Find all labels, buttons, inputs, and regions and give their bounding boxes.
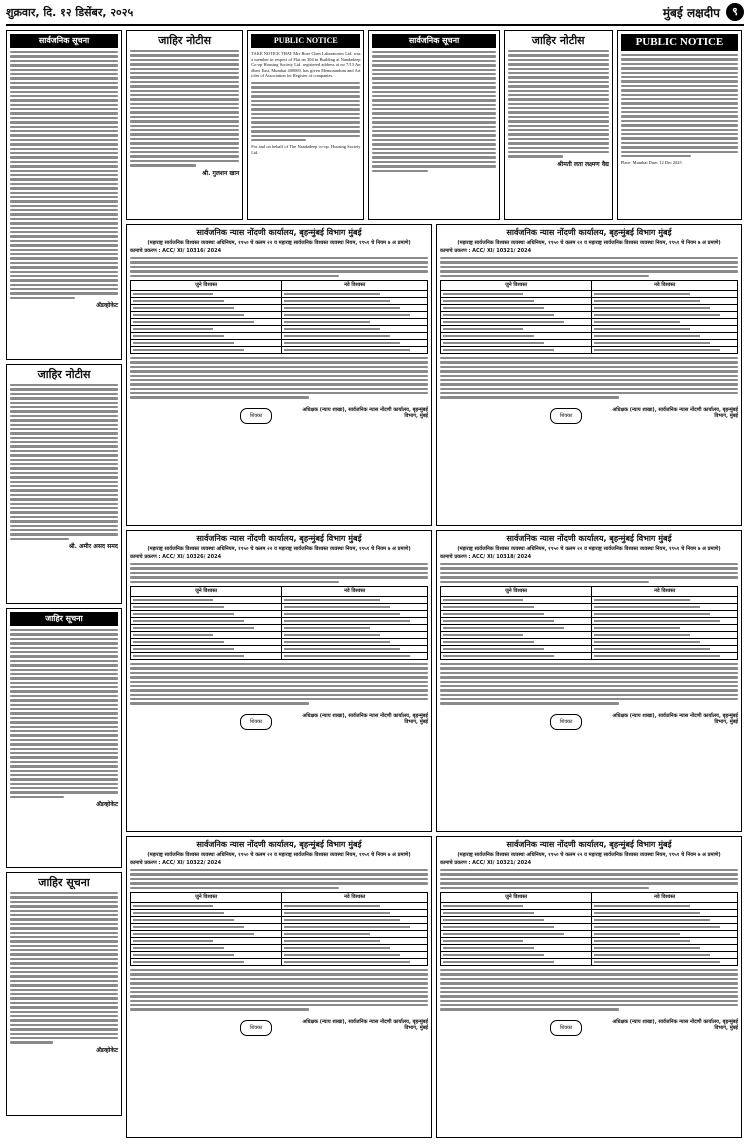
notice-jahir-5 — [126, 30, 243, 220]
trust-sub-heading: (महाराष्ट्र सार्वजनिक विश्वस्त व्यवस्था अधिनियम, १९५० चे कलम २२ व महाराष्ट्र सार्वजनिक विश्वस्त व्यवस्था नियम, १९५१ चे नियम ७ अ प्रमाणे) — [147, 546, 411, 552]
col-old-trustees: जुने विश्वस्त — [441, 280, 592, 290]
trustee-cell — [282, 624, 428, 631]
trustee-cell — [131, 638, 282, 645]
trustee-cell — [131, 617, 282, 624]
trustee-cell — [282, 958, 428, 965]
trustee-cell — [282, 290, 428, 297]
trustee-cell — [441, 304, 592, 311]
trust-sub-heading: (महाराष्ट्र सार्वजनिक विश्वस्त व्यवस्था अधिनियम, १९५० चे कलम २२ व महाराष्ट्र सार्वजनिक विश्वस्त व्यवस्था नियम, १९५१ चे नियम ७ अ प्रमाणे) — [457, 852, 721, 858]
trustee-table — [440, 892, 738, 966]
trustee-cell — [282, 930, 428, 937]
notice-body-continued — [251, 82, 360, 141]
trustee-cell — [592, 346, 738, 353]
notice-body — [130, 50, 239, 167]
trustee-cell — [441, 610, 592, 617]
trustee-cell — [131, 346, 282, 353]
trustee-cell — [592, 297, 738, 304]
notice-signature: श्रीमती लता लक्ष्मण वैद्य — [557, 160, 609, 168]
trust-body — [130, 357, 428, 399]
case-number: कामाचे प्रकरण : ACC/ XI/ 10318/ 2024 — [440, 554, 532, 560]
col-new-trustees: नवे विश्वस्त — [592, 892, 738, 902]
trustee-cell — [441, 596, 592, 603]
notice-body — [10, 384, 118, 540]
trustee-cell — [131, 645, 282, 652]
trustee-cell — [441, 902, 592, 909]
trustee-cell — [282, 311, 428, 318]
masthead — [6, 0, 744, 26]
trust-body — [440, 357, 738, 399]
trust-intro — [130, 563, 428, 583]
trustee-cell — [592, 645, 738, 652]
trustee-cell — [592, 339, 738, 346]
trustee-cell — [441, 944, 592, 951]
trustee-cell — [441, 332, 592, 339]
trustee-cell — [131, 958, 282, 965]
trust-notice — [126, 836, 432, 1138]
seal-mark: शिक्का — [240, 714, 272, 730]
trustee-cell — [131, 652, 282, 659]
trustee-cell — [441, 603, 592, 610]
trust-signature: अधिक्षक (न्याय शाखा), सार्वजनिक न्यास नोंदणी कार्यालय, बृहन्मुंबई विभाग, मुंबई — [612, 1018, 738, 1031]
col-new-trustees: नवे विश्वस्त — [282, 280, 428, 290]
trustee-cell — [282, 297, 428, 304]
public-notice-en-1 — [247, 30, 364, 220]
trust-office-heading: सार्वजनिक न्यास नोंदणी कार्यालय, बृहन्मुंबई विभाग मुंबई — [506, 840, 672, 849]
case-number: कामाचे प्रकरण : ACC/ XI/ 10322/ 2024 — [130, 860, 222, 866]
col-new-trustees: नवे विश्वस्त — [592, 586, 738, 596]
notice-body — [621, 54, 738, 157]
trust-body — [130, 969, 428, 1011]
trustee-cell — [441, 346, 592, 353]
trustee-cell — [131, 304, 282, 311]
notice-sarvajanik-6 — [368, 30, 499, 220]
trust-intro — [440, 563, 738, 583]
trustee-cell — [282, 916, 428, 923]
trustee-cell — [282, 318, 428, 325]
trustee-cell — [592, 930, 738, 937]
col-old-trustees: जुने विश्वस्त — [131, 892, 282, 902]
trustee-table — [130, 586, 428, 660]
trustee-cell — [441, 311, 592, 318]
trustee-cell — [282, 638, 428, 645]
trustee-cell — [441, 290, 592, 297]
trustee-cell — [131, 339, 282, 346]
trustee-cell — [441, 325, 592, 332]
trustee-cell — [592, 596, 738, 603]
notice-jahir-2 — [6, 364, 122, 604]
trust-signature: अधिक्षक (न्याय शाखा), सार्वजनिक न्यास नोंदणी कार्यालय, बृहन्मुंबई विभाग, मुंबई — [302, 712, 428, 725]
trustee-cell — [282, 652, 428, 659]
trustee-cell — [282, 937, 428, 944]
trustee-cell — [282, 346, 428, 353]
trustee-cell — [131, 631, 282, 638]
trustee-cell — [131, 297, 282, 304]
col-old-trustees: जुने विश्वस्त — [441, 892, 592, 902]
trustee-cell — [131, 290, 282, 297]
trustee-cell — [441, 951, 592, 958]
trustee-cell — [131, 902, 282, 909]
trustee-cell — [592, 624, 738, 631]
trustee-cell — [282, 909, 428, 916]
notice-heading: जाहिर सूचना — [10, 612, 118, 626]
trustee-cell — [282, 332, 428, 339]
trustee-cell — [592, 332, 738, 339]
trustee-table — [440, 280, 738, 354]
trust-body — [440, 663, 738, 705]
notice-signature: श्री. अमीर असद समद — [68, 543, 118, 551]
trust-office-heading: सार्वजनिक न्यास नोंदणी कार्यालय, बृहन्मुंबई विभाग मुंबई — [196, 534, 362, 543]
trustee-cell — [131, 951, 282, 958]
col-new-trustees: नवे विश्वस्त — [592, 280, 738, 290]
seal-mark: शिक्का — [240, 408, 272, 424]
notice-heading: PUBLIC NOTICE — [621, 34, 738, 51]
trustee-table — [130, 280, 428, 354]
trustee-cell — [441, 958, 592, 965]
trustee-cell — [131, 603, 282, 610]
trustee-cell — [592, 631, 738, 638]
trustee-cell — [441, 645, 592, 652]
trust-notice — [436, 530, 742, 832]
page-number: ९ — [726, 3, 744, 21]
trust-office-heading: सार्वजनिक न्यास नोंदणी कार्यालय, बृहन्मुंबई विभाग मुंबई — [196, 840, 362, 849]
trustee-cell — [282, 617, 428, 624]
trust-sub-heading: (महाराष्ट्र सार्वजनिक विश्वस्त व्यवस्था अधिनियम, १९५० चे कलम २२ व महाराष्ट्र सार्वजनिक विश्वस्त व्यवस्था नियम, १९५१ चे नियम ७ अ प्रमाणे) — [457, 240, 721, 246]
trust-notice — [126, 530, 432, 832]
col-old-trustees: जुने विश्वस्त — [131, 586, 282, 596]
trustee-cell — [592, 638, 738, 645]
notice-heading: सार्वजनिक सूचना — [372, 34, 495, 48]
trust-notices — [126, 224, 742, 1138]
trustee-cell — [131, 624, 282, 631]
paper-name: मुंबई लक्षदीप — [662, 5, 720, 20]
notice-signature: श्री. गुलशन खान — [202, 169, 240, 177]
trustee-cell — [441, 624, 592, 631]
seal-mark: शिक्का — [550, 408, 582, 424]
notice-heading: सार्वजनिक सूचना — [10, 34, 118, 48]
trustee-table — [440, 586, 738, 660]
notice-heading: जाहिर नोटीस — [37, 368, 91, 381]
trustee-cell — [441, 318, 592, 325]
trustee-cell — [592, 610, 738, 617]
trust-notice — [126, 224, 432, 526]
issue-date: शुक्रवार, दि. १२ डिसेंबर, २०२५ — [6, 5, 134, 19]
trust-sub-heading: (महाराष्ट्र सार्वजनिक विश्वस्त व्यवस्था अधिनियम, १९५० चे कलम २२ व महाराष्ट्र सार्वजनिक विश्वस्त व्यवस्था नियम, १९५१ चे नियम ७ अ प्रमाणे) — [147, 852, 411, 858]
paper-name-block — [663, 3, 744, 21]
trustee-cell — [131, 909, 282, 916]
notice-jahir-suchna-3 — [6, 608, 122, 868]
col-new-trustees: नवे विश्वस्त — [282, 586, 428, 596]
trustee-cell — [282, 944, 428, 951]
trustee-cell — [131, 930, 282, 937]
trustee-cell — [131, 596, 282, 603]
notice-heading: PUBLIC NOTICE — [251, 34, 360, 48]
trustee-cell — [282, 339, 428, 346]
notice-heading: जाहिर नोटीस — [531, 34, 585, 47]
trustee-cell — [131, 937, 282, 944]
seal-mark: शिक्का — [550, 1020, 582, 1036]
trustee-cell — [282, 902, 428, 909]
trustee-cell — [441, 930, 592, 937]
trustee-cell — [441, 909, 592, 916]
trustee-cell — [592, 652, 738, 659]
trust-office-heading: सार्वजनिक न्यास नोंदणी कार्यालय, बृहन्मुंबई विभाग मुंबई — [196, 228, 362, 237]
notice-body — [372, 51, 495, 172]
trustee-cell — [282, 631, 428, 638]
notice-body: TAKE NOTICE THAT Mrs Rose Chen Laboratories Ltd. was a member in respect of Flat no 304 in Building at Nandadeep Co-op Housing Society Ltd. registered address at no 7/13 Andheri East, Mumbai 400069, has given Memorandum and Articles of Association for Register of companies. — [251, 51, 361, 79]
trustee-cell — [131, 916, 282, 923]
trustee-cell — [282, 596, 428, 603]
seal-mark: शिक्का — [240, 1020, 272, 1036]
notice-heading: जाहिर सूचना — [38, 876, 90, 889]
trustee-cell — [131, 923, 282, 930]
trust-notice — [436, 224, 742, 526]
trustee-cell — [131, 944, 282, 951]
trustee-cell — [592, 304, 738, 311]
trust-office-heading: सार्वजनिक न्यास नोंदणी कार्यालय, बृहन्मुंबई विभाग मुंबई — [506, 534, 672, 543]
trust-intro — [130, 869, 428, 889]
trust-signature: अधिक्षक (न्याय शाखा), सार्वजनिक न्यास नोंदणी कार्यालय, बृहन्मुंबई विभाग, मुंबई — [302, 406, 428, 419]
trustee-cell — [441, 631, 592, 638]
trustee-cell — [592, 617, 738, 624]
trust-sub-heading: (महाराष्ट्र सार्वजनिक विश्वस्त व्यवस्था अधिनियम, १९५० चे कलम २२ व महाराष्ट्र सार्वजनिक विश्वस्त व्यवस्था नियम, १९५१ चे नियम ७ अ प्रमाणे) — [147, 240, 411, 246]
trustee-cell — [131, 318, 282, 325]
notice-body — [10, 51, 118, 299]
notice-jahir-suchna-4 — [6, 872, 122, 1116]
trustee-cell — [131, 325, 282, 332]
notice-heading: जाहिर नोटीस — [158, 34, 212, 47]
col-old-trustees: जुने विश्वस्त — [441, 586, 592, 596]
trustee-cell — [592, 325, 738, 332]
notice-body — [10, 892, 118, 1044]
notice-jahir-7 — [504, 30, 613, 220]
trustee-cell — [282, 645, 428, 652]
trust-signature: अधिक्षक (न्याय शाखा), सार्वजनिक न्यास नोंदणी कार्यालय, बृहन्मुंबई विभाग, मुंबई — [612, 406, 738, 419]
trustee-cell — [282, 951, 428, 958]
trustee-table — [130, 892, 428, 966]
notice-signature: अ‍ॅडव्होकेट — [96, 801, 118, 809]
trustee-cell — [592, 311, 738, 318]
trustee-cell — [131, 311, 282, 318]
trustee-cell — [441, 652, 592, 659]
trust-intro — [440, 257, 738, 277]
trust-intro — [130, 257, 428, 277]
trustee-cell — [592, 916, 738, 923]
trust-notice — [436, 836, 742, 1138]
trust-signature: अधिक्षक (न्याय शाखा), सार्वजनिक न्यास नोंदणी कार्यालय, बृहन्मुंबई विभाग, मुंबई — [612, 712, 738, 725]
case-number: कामाचे प्रकरण : ACC/ XI/ 10321/ 2024 — [440, 860, 532, 866]
trustee-cell — [592, 937, 738, 944]
notice-sarvajanik-1 — [6, 30, 122, 360]
col-new-trustees: नवे विश्वस्त — [282, 892, 428, 902]
trustee-cell — [441, 617, 592, 624]
trustee-cell — [441, 638, 592, 645]
public-notice-en-2 — [617, 30, 742, 220]
trustee-cell — [592, 290, 738, 297]
trust-signature: अधिक्षक (न्याय शाखा), सार्वजनिक न्यास नोंदणी कार्यालय, बृहन्मुंबई विभाग, मुंबई — [302, 1018, 428, 1031]
notice-body — [10, 629, 118, 798]
seal-mark: शिक्का — [550, 714, 582, 730]
trustee-cell — [131, 332, 282, 339]
trustee-cell — [592, 909, 738, 916]
trust-body — [130, 663, 428, 705]
notice-signature: अ‍ॅडव्होकेट — [96, 302, 118, 310]
case-number: कामाचे प्रकरण : ACC/ XI/ 10326/ 2024 — [130, 554, 222, 560]
trustee-cell — [441, 297, 592, 304]
trustee-cell — [592, 951, 738, 958]
trustee-cell — [441, 923, 592, 930]
notice-body — [508, 50, 609, 158]
col-old-trustees: जुने विश्वस्त — [131, 280, 282, 290]
trustee-cell — [592, 944, 738, 951]
trustee-cell — [592, 318, 738, 325]
notice-signature: अ‍ॅडव्होकेट — [96, 1046, 118, 1054]
case-number: कामाचे प्रकरण : ACC/ XI/ 10316/ 2024 — [130, 248, 222, 254]
trustee-cell — [441, 916, 592, 923]
trust-office-heading: सार्वजनिक न्यास नोंदणी कार्यालय, बृहन्मुंबई विभाग मुंबई — [506, 228, 672, 237]
trustee-cell — [592, 923, 738, 930]
trust-sub-heading: (महाराष्ट्र सार्वजनिक विश्वस्त व्यवस्था अधिनियम, १९५० चे कलम २२ व महाराष्ट्र सार्वजनिक विश्वस्त व्यवस्था नियम, १९५१ चे नियम ७ अ प्रमाणे) — [457, 546, 721, 552]
trustee-cell — [282, 603, 428, 610]
trustee-cell — [131, 610, 282, 617]
trustee-cell — [592, 603, 738, 610]
trustee-cell — [592, 902, 738, 909]
trustee-cell — [282, 325, 428, 332]
trust-intro — [440, 869, 738, 889]
notice-footer: For and on behalf of The Nandadeep co-op. Housing Society Ltd. — [251, 144, 361, 156]
trustee-cell — [282, 304, 428, 311]
trustee-cell — [441, 339, 592, 346]
trustee-cell — [441, 937, 592, 944]
case-number: कामाचे प्रकरण : ACC/ XI/ 10321/ 2024 — [440, 248, 532, 254]
trust-body — [440, 969, 738, 1011]
trustee-cell — [282, 610, 428, 617]
notice-footer: Place: Mumbai Date: 12 Dec 2025 — [620, 160, 682, 166]
trustee-cell — [282, 923, 428, 930]
trustee-cell — [592, 958, 738, 965]
